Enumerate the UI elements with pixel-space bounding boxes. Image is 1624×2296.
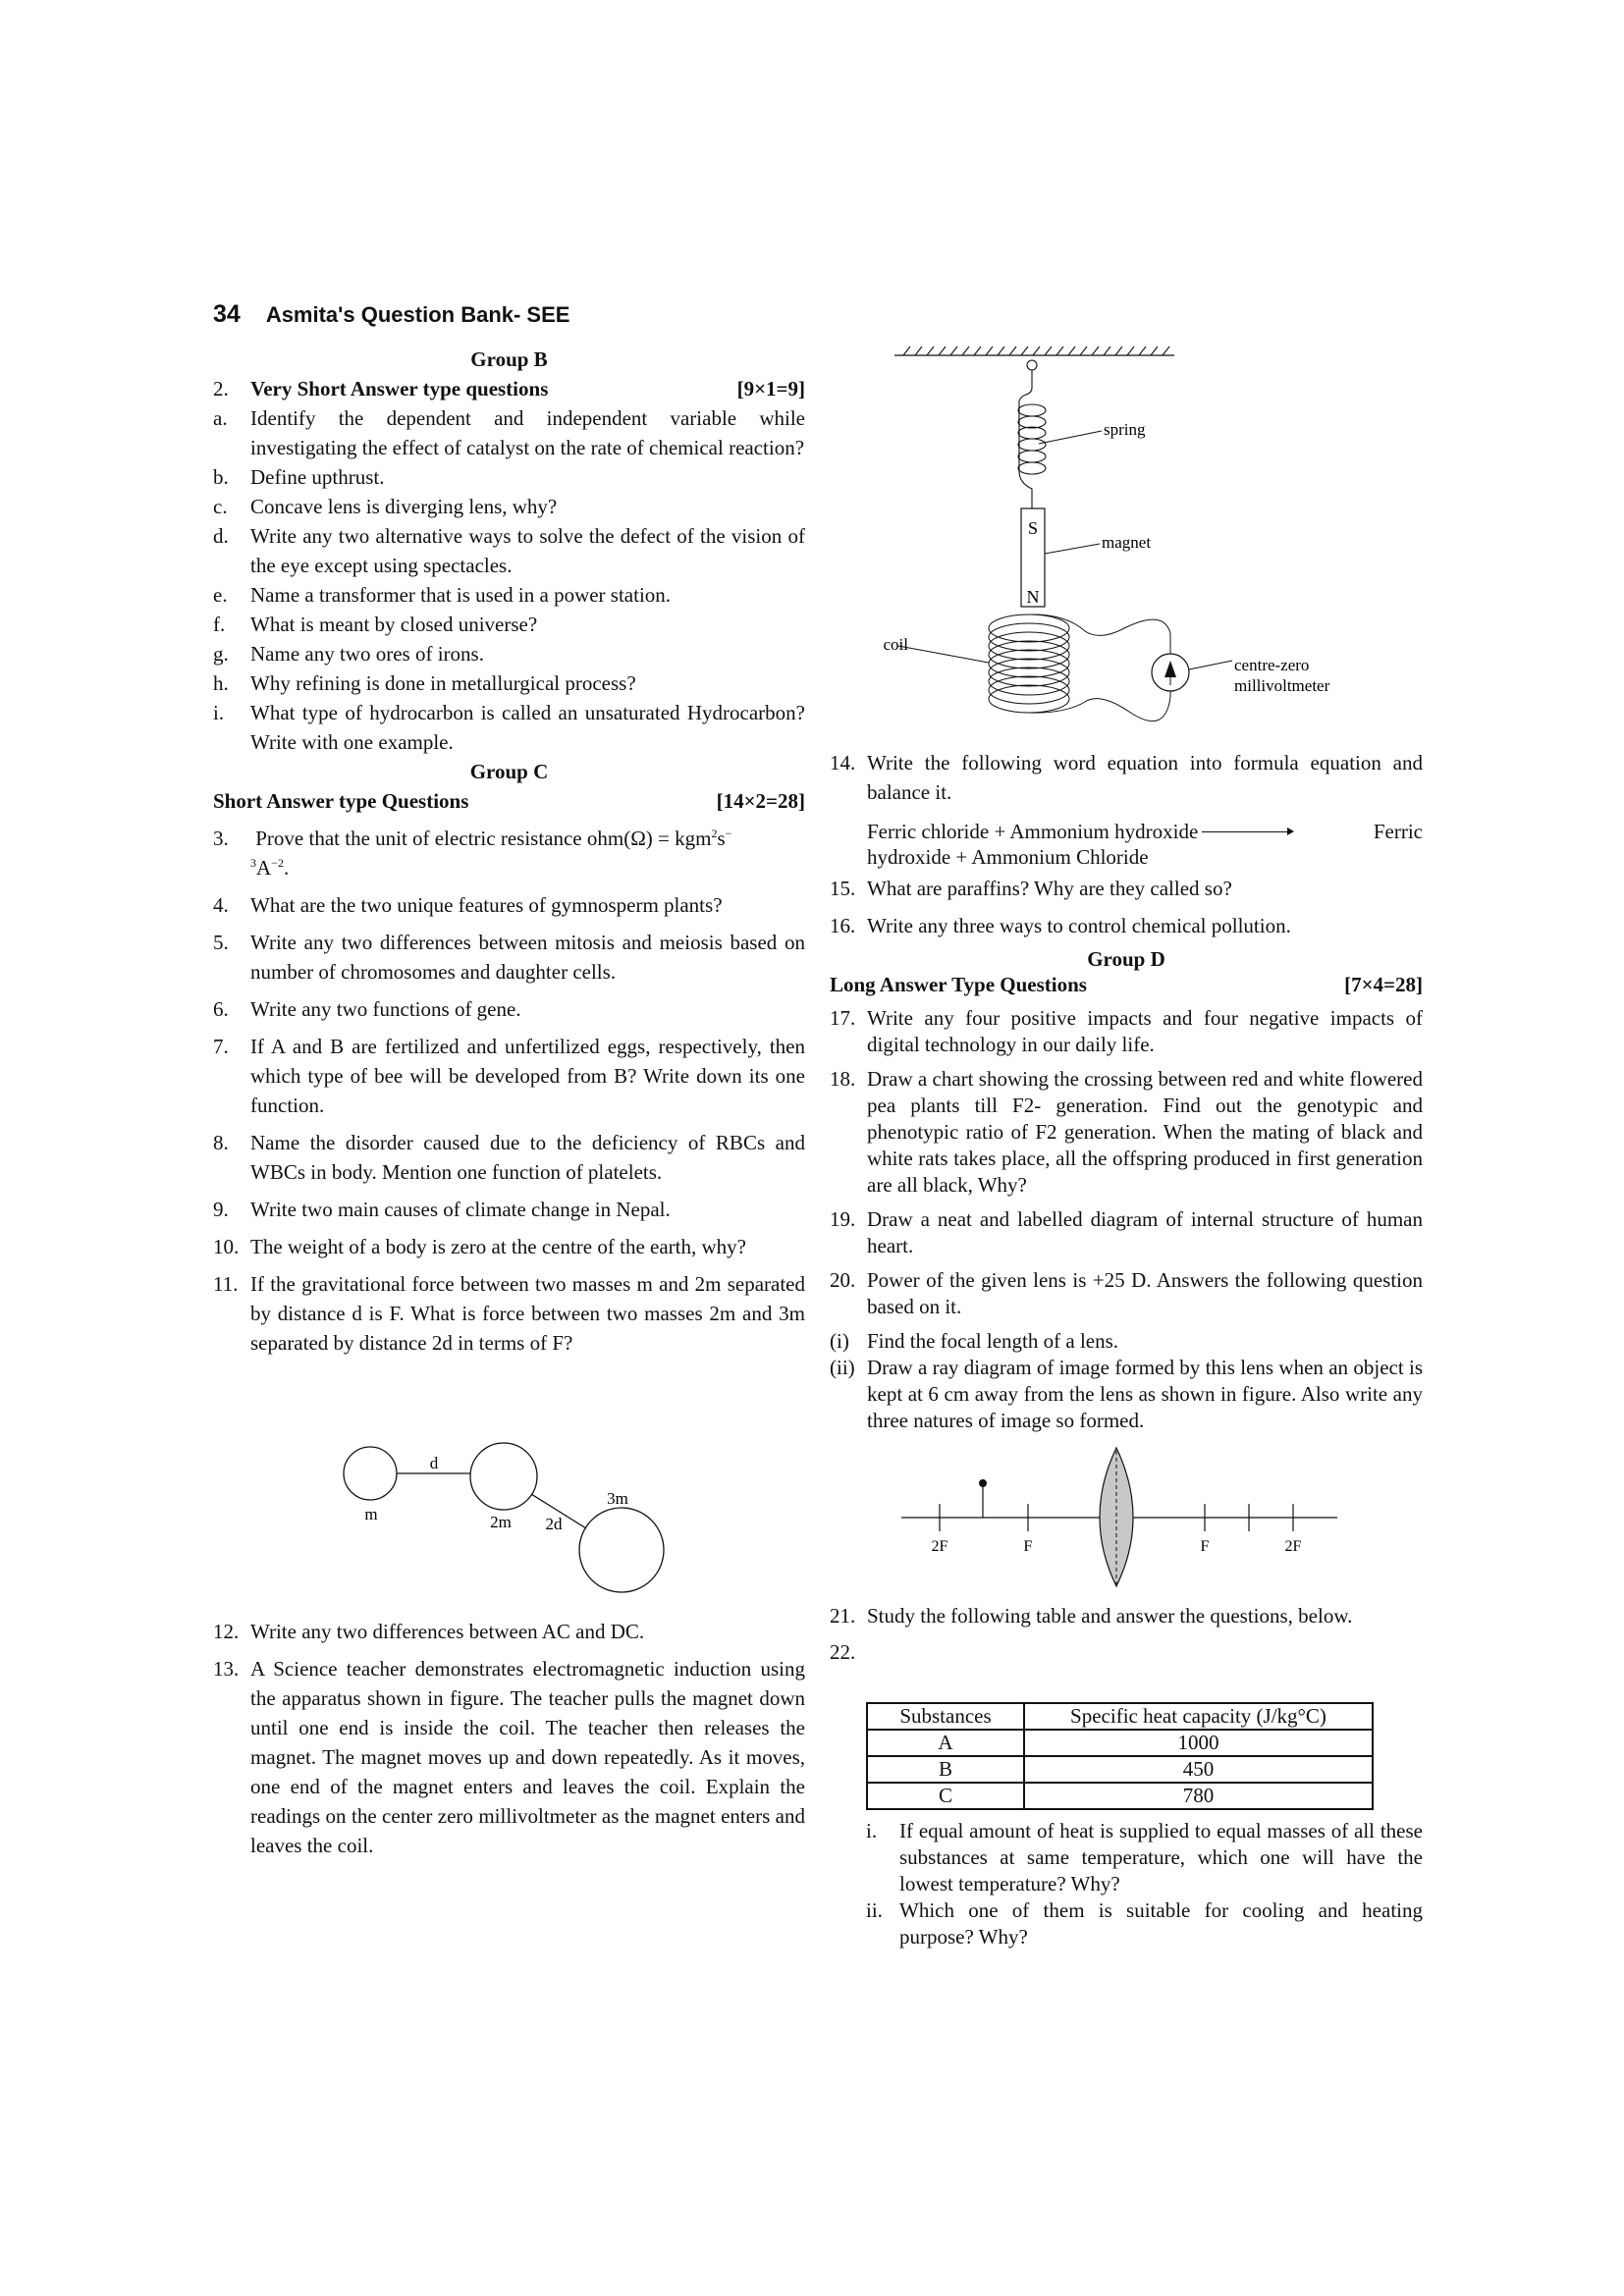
mass-3m-circle — [579, 1508, 664, 1592]
table-row: C 780 — [867, 1783, 1373, 1809]
spring — [1018, 388, 1046, 508]
question-item: 15. What are paraffins? Why are they called so? — [830, 877, 1232, 900]
question-item: 17. Write any four positive impacts and four negative impacts of digital technology in our daily life. — [830, 1006, 1423, 1056]
list-item: f. What is meant by closed universe? — [213, 613, 538, 636]
left-column — [213, 345, 805, 1358]
ceiling-hatch — [903, 347, 1169, 355]
meter-label-line1: centre-zero — [1234, 656, 1310, 674]
table-row: B 450 — [867, 1756, 1373, 1783]
group-d-title: Group D — [1087, 947, 1165, 971]
table-header-row — [867, 1703, 1373, 1730]
sub-question: ii. Which one of them is suitable for cooling and heating purpose? Why? — [866, 1898, 1423, 1949]
question-item: 7. If A and B are fertilized and unfertilized eggs, respectively, then which type of bee will be developed from B? Write down its one function. — [213, 1035, 805, 1117]
section-very-short — [213, 374, 805, 403]
coil-label: coil — [884, 635, 908, 654]
book-title: Asmita's Question Bank- SEE — [265, 302, 570, 327]
induction-figure — [884, 334, 1375, 746]
section-long-answer — [830, 972, 1423, 997]
sub-question: (ii) Draw a ray diagram of image formed by this lens when an object is kept at 6 cm away from the lens as shown in figure. Also write any three natures of image so formed. — [830, 1356, 1423, 1432]
group-b-title: Group B — [470, 347, 548, 371]
right-column — [830, 748, 1423, 1434]
section-marks: [7×4=28] — [1344, 973, 1423, 996]
section-title: Short Answer type Questions — [213, 789, 469, 813]
list-item: e. Name a transformer that is used in a power station. — [213, 583, 672, 607]
question-22: 22. — [830, 1640, 856, 1664]
section-title: Very Short Answer type questions — [250, 377, 549, 400]
section-short-answer — [213, 786, 805, 816]
page-number: 34 — [213, 300, 241, 328]
question-item: 16. Write any three ways to control chemical pollution. — [830, 914, 1291, 937]
pole-s-label: S — [1027, 518, 1039, 538]
word-equation: Ferric chloride + Ammonium hydroxide Ferric hydroxide + Ammonium Chloride — [867, 820, 1423, 869]
masses-figure — [324, 1433, 697, 1610]
sub-question: (i) Find the focal length of a lens. — [830, 1329, 1119, 1353]
left-f-label: F — [1023, 1538, 1033, 1555]
specific-heat-table — [866, 1702, 1374, 1810]
left-2f-label: 2F — [931, 1538, 948, 1555]
question-item: 10. The weight of a body is zero at the centre of the earth, why? — [213, 1235, 746, 1258]
table-header: Substances — [867, 1703, 1024, 1730]
list-item: i. What type of hydrocarbon is called an unsaturated Hydrocarbon? Write with one example. — [213, 701, 805, 754]
question-item: 11. If the gravitational force between two masses m and 2m separated by distance d is F. What is force between two masses 2m and 3m separated by distance 2d in terms of F? — [213, 1272, 805, 1355]
distance-2d-label: 2d — [545, 1515, 563, 1533]
right-f-label: F — [1200, 1538, 1210, 1555]
question-item: 6. Write any two functions of gene. — [213, 997, 521, 1021]
arrow-right-icon — [1202, 831, 1292, 832]
table-row: A 1000 — [867, 1730, 1373, 1756]
page-header — [213, 300, 569, 329]
group-c-title: Group C — [469, 760, 549, 783]
convex-lens — [1100, 1448, 1133, 1586]
question-item: 5. Write any two differences between mitosis and meiosis based on number of chromosomes and daughter cells. — [213, 931, 805, 984]
sub-question: i. If equal amount of heat is supplied to equal masses of all these substances at same temperature, which one will have the lowest temperature? Why? — [866, 1819, 1423, 1896]
section-marks: [14×2=28] — [716, 789, 805, 813]
question-item: 9. Write two main causes of climate change in Nepal. — [213, 1198, 671, 1221]
left-column-bottom — [213, 1617, 805, 1860]
question-21: 21. Study the following table and answer the questions, below. — [830, 1604, 1353, 1628]
object-marker — [979, 1479, 987, 1487]
question-item: 4. What are the two unique features of gymnosperm plants? — [213, 893, 723, 917]
distance-d-label: d — [429, 1454, 439, 1472]
mass-m-circle — [344, 1447, 397, 1500]
section-number: 2. — [213, 377, 229, 400]
list-item: c. Concave lens is diverging lens, why? — [213, 495, 558, 518]
question-item: 8. Name the disorder caused due to the deficiency of RBCs and WBCs in body. Mention one function of platelets. — [213, 1131, 805, 1184]
question-item: 20. Power of the given lens is +25 D. Answers the following question based on it. — [830, 1268, 1423, 1318]
list-item: b. Define upthrust. — [213, 465, 385, 489]
question-item: 18. Draw a chart showing the crossing between red and white flowered pea plants till F2- generation. Find out the genotypic and phenotypic ratio of F2 generation. When the mating of black and white rats takes place, all the offspring produced in first generation are all black, Why? — [830, 1067, 1423, 1197]
section-marks: [9×1=9] — [736, 377, 805, 400]
q22-subquestions — [866, 1818, 1423, 1950]
hook-icon — [1027, 360, 1037, 370]
list-item: g. Name any two ores of irons. — [213, 642, 484, 666]
table-header: Specific heat capacity (J/kg°C) — [1024, 1703, 1373, 1730]
question-3: 3. Prove that the unit of electric resistance ohm(Ω) = kgm$^2$s− $^3A^{-2}$. — [213, 827, 732, 880]
list-item: a. Identify the dependent and independent variable while investigating the effect of catalyst on the rate of chemical reaction? — [213, 406, 805, 459]
question-item: 12. Write any two differences between AC and DC. — [213, 1620, 645, 1643]
lens-figure — [884, 1443, 1375, 1600]
mass-2m-label: 2m — [490, 1513, 512, 1531]
spring-label: spring — [1104, 420, 1146, 439]
coil — [989, 614, 1170, 721]
question-item: 19. Draw a neat and labelled diagram of internal structure of human heart. — [830, 1207, 1423, 1257]
mass-m-label: m — [364, 1505, 378, 1523]
mass-3m-label: 3m — [607, 1489, 628, 1508]
right-2f-label: 2F — [1284, 1538, 1302, 1555]
meter-label-line2: millivoltmeter — [1234, 676, 1330, 695]
question-item: 13. A Science teacher demonstrates electromagnetic induction using the apparatus shown in figure. The teacher pulls the magnet down until one end is inside the coil. The teacher then releases the magnet. The magnet moves up and down repeatedly. As it moves, one end of the magnet enters and leaves the coil. Explain the readings on the center zero millivoltmeter as the magnet enters and leaves the coil. — [213, 1657, 805, 1857]
section-title: Long Answer Type Questions — [830, 973, 1087, 996]
pole-n-label: N — [1026, 587, 1040, 607]
question-14: 14. Write the following word equation into formula equation and balance it. — [830, 751, 1423, 804]
mass-2m-circle — [470, 1443, 537, 1510]
list-item: h. Why refining is done in metallurgical process? — [213, 671, 636, 695]
magnet-label: magnet — [1102, 533, 1152, 552]
list-item: d. Write any two alternative ways to solve the defect of the vision of the eye except using spectacles. — [213, 524, 805, 577]
right-column-bottom — [830, 1602, 1423, 1667]
